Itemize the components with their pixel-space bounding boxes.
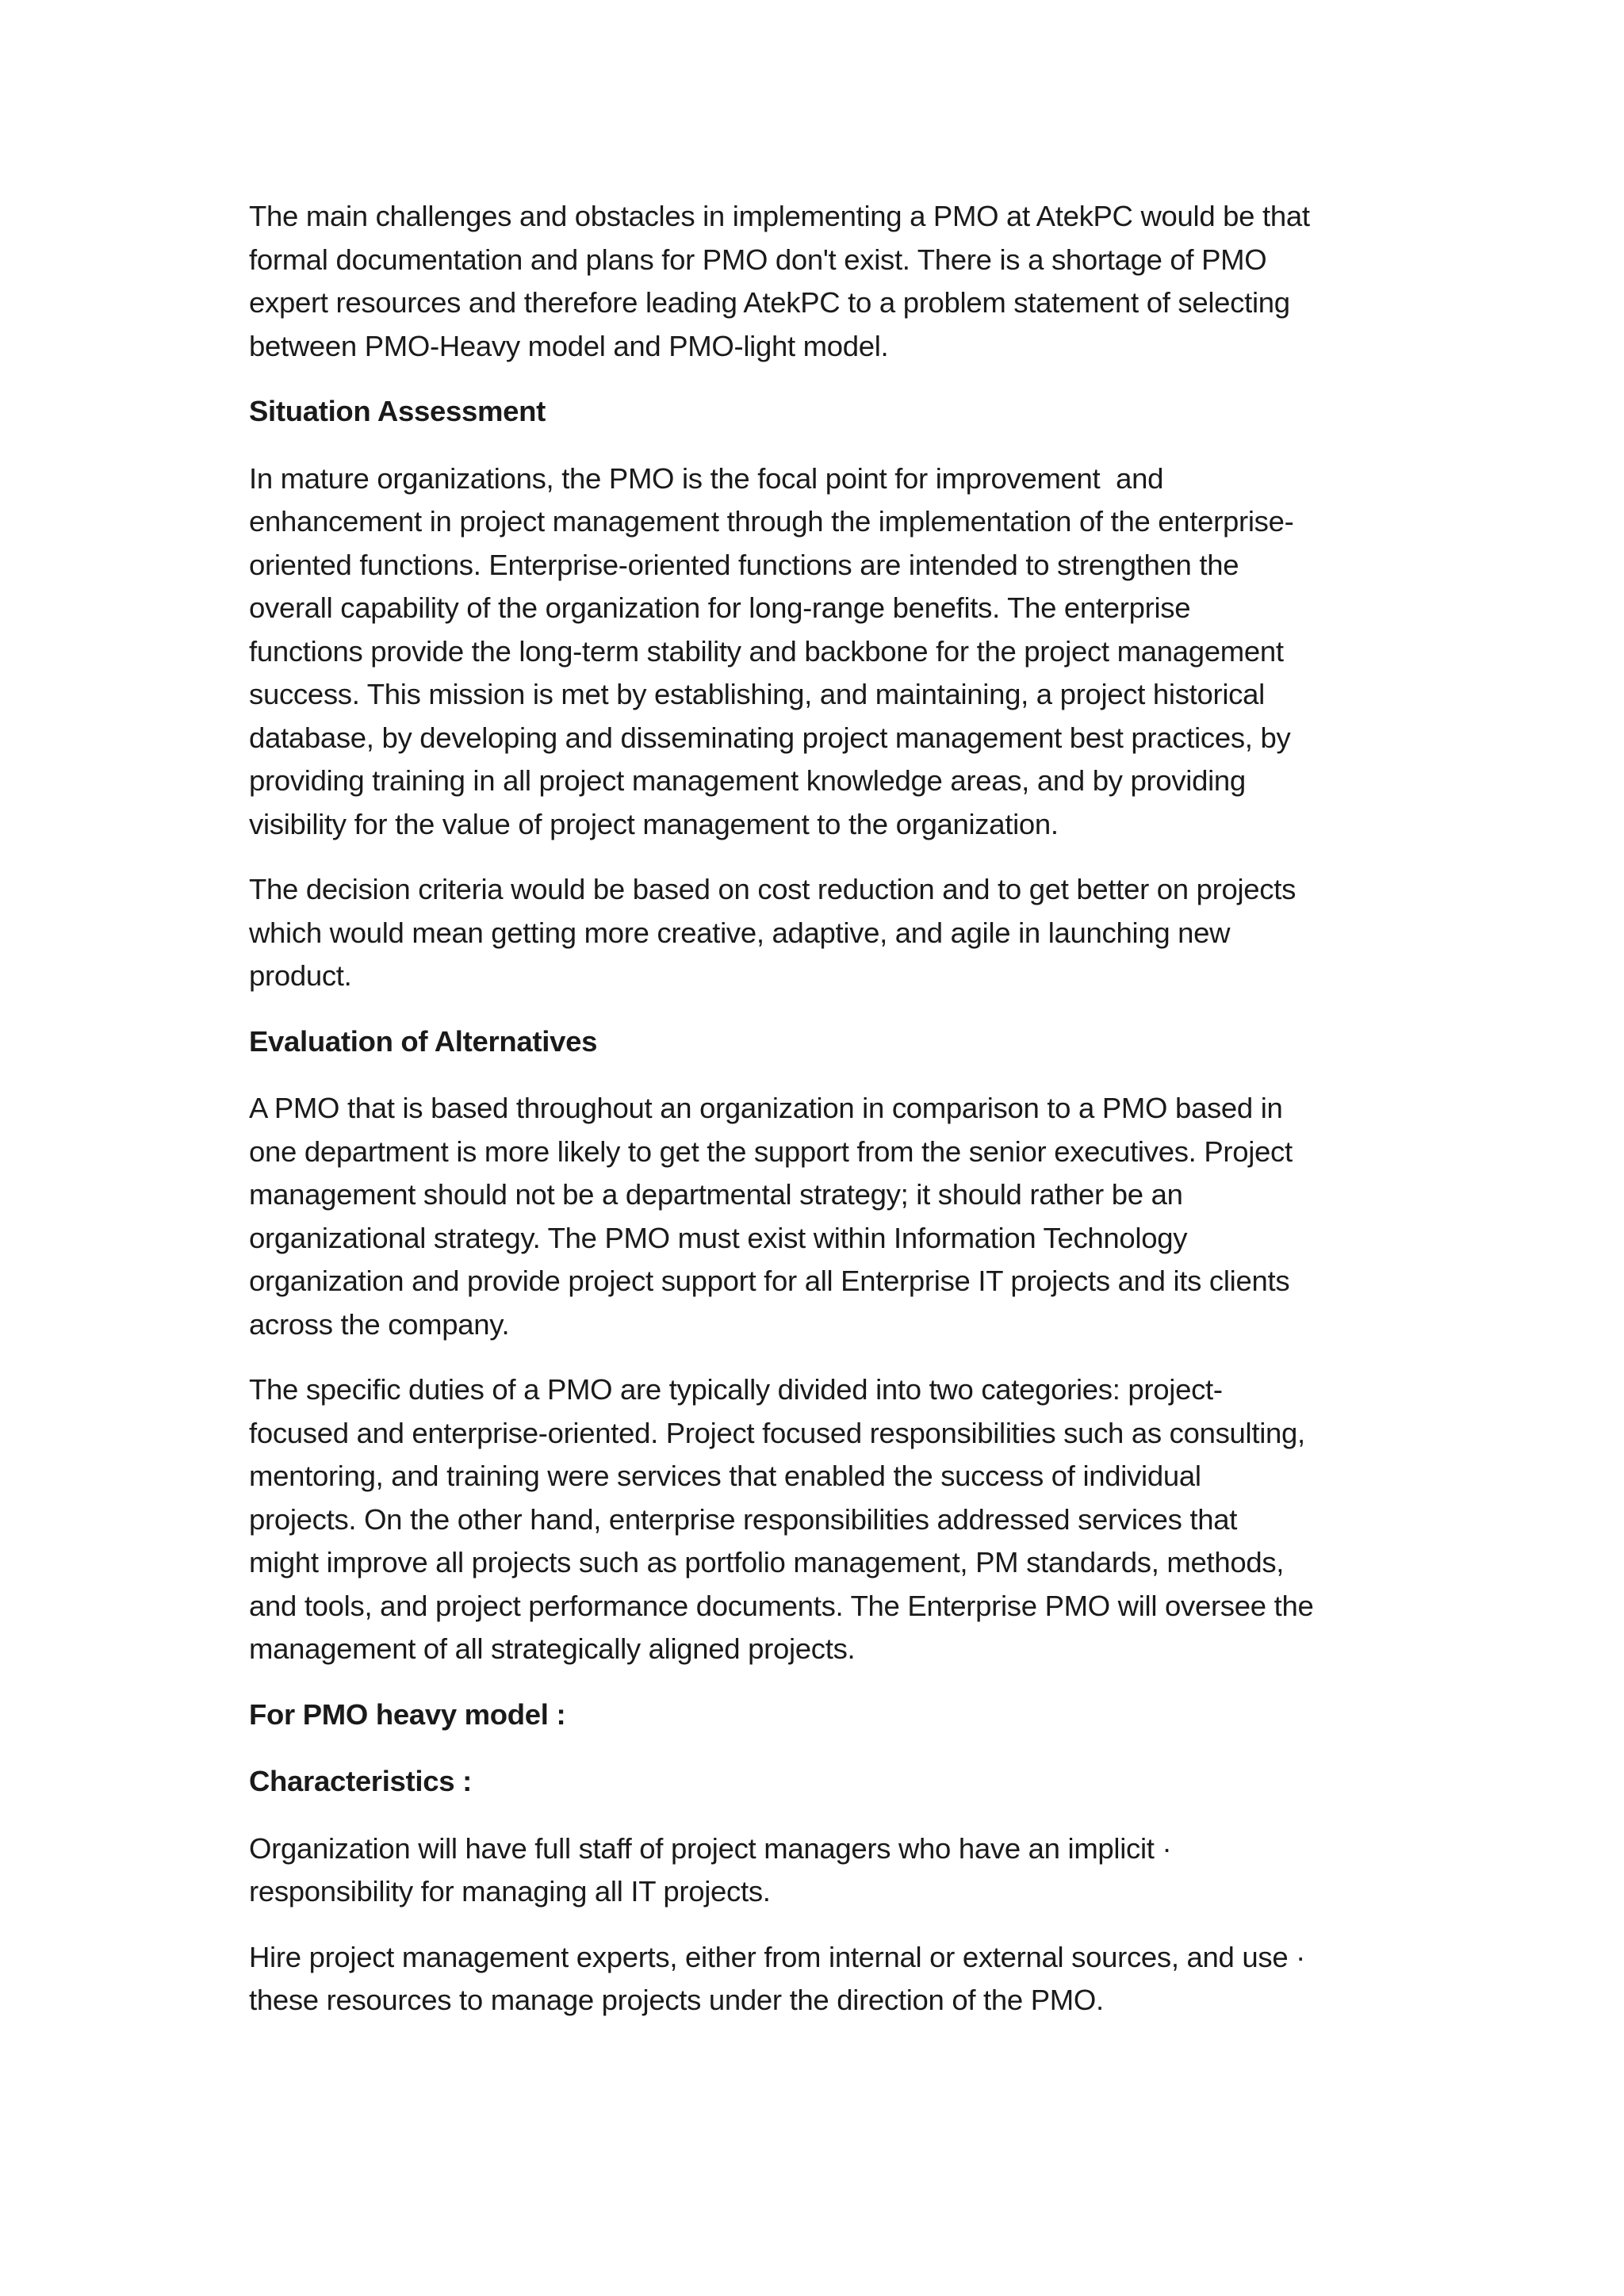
text-line: focused and enterprise-oriented. Project focused responsibilities such as consulting, — [249, 1416, 1305, 1449]
paragraph-challenges — [249, 195, 1399, 368]
paragraph-mature-organizations — [249, 457, 1399, 847]
text-line: between PMO-Heavy model and PMO-light model. — [249, 329, 889, 362]
text-line: visibility for the value of project management to the organization. — [249, 807, 1059, 840]
text-line: In mature organizations, the PMO is the focal point for improvement and — [249, 461, 1164, 495]
heading-situation-assessment: Situation Assessment — [249, 395, 546, 427]
text-line: one department is more likely to get the support from the senior executives. Project — [249, 1135, 1293, 1168]
text-line: these resources to manage projects under the direction of the PMO. — [249, 1984, 1104, 2016]
text-line: which would mean getting more creative, adaptive, and agile in launching new — [249, 916, 1231, 949]
paragraph-full-staff — [249, 1827, 1399, 1914]
paragraph-hire-experts — [249, 1936, 1399, 2022]
text-line: A PMO that is based throughout an organization in comparison to a PMO based in — [249, 1092, 1283, 1124]
text-line: Hire project management experts, either from internal or external sources, and use · — [249, 1940, 1306, 1973]
text-line: across the company. — [249, 1307, 510, 1341]
text-line: providing training in all project management knowledge areas, and by providing — [249, 764, 1246, 797]
heading-characteristics: Characteristics : — [249, 1765, 472, 1797]
text-line: The specific duties of a PMO are typically divided into two categories: project- — [249, 1373, 1223, 1406]
text-line: The decision criteria would be based on cost reduction and to get better on projects — [249, 873, 1297, 905]
text-line: management of all strategically aligned projects. — [249, 1632, 856, 1665]
heading-evaluation-of-alternatives: Evaluation of Alternatives — [249, 1024, 598, 1058]
text-line: formal documentation and plans for PMO don't exist. There is a shortage of PMO — [249, 243, 1267, 276]
text-line: expert resources and therefore leading AtekPC to a problem statement of selecting — [249, 286, 1290, 319]
text-line: functions provide the long-term stability and backbone for the project management — [249, 634, 1284, 668]
text-line: projects. On the other hand, enterprise responsibilities addressed services that — [249, 1502, 1238, 1536]
text-line: database, by developing and disseminating project management best practices, by — [249, 721, 1291, 754]
text-line: overall capability of the organization for long-range benefits. The enterprise — [249, 591, 1191, 624]
text-line: management should not be a departmental strategy; it should rather be an — [249, 1178, 1183, 1211]
text-line: organizational strategy. The PMO must exist within Information Technology — [249, 1221, 1188, 1254]
text-line: responsibility for managing all IT projects. — [249, 1875, 771, 1908]
paragraph-decision-criteria — [249, 868, 1399, 998]
text-line: mentoring, and training were services that enabled the success of individual — [249, 1460, 1201, 1492]
heading-pmo-heavy-model: For PMO heavy model : — [249, 1697, 566, 1731]
paragraph-specific-duties — [249, 1368, 1399, 1671]
text-line: enhancement in project management through the implementation of the enterprise- — [249, 505, 1294, 538]
text-line: Organization will have full staff of project managers who have an implicit · — [249, 1831, 1172, 1865]
text-line: product. — [249, 959, 352, 992]
text-line: and tools, and project performance documents. The Enterprise PMO will oversee the — [249, 1589, 1314, 1622]
text-line: might improve all projects such as portfolio management, PM standards, methods, — [249, 1546, 1285, 1578]
text-line: success. This mission is met by establishing, and maintaining, a project historical — [249, 678, 1265, 710]
text-line: The main challenges and obstacles in implementing a PMO at AtekPC would be that — [249, 200, 1310, 232]
paragraph-pmo-throughout-organization — [249, 1087, 1399, 1346]
text-line: oriented functions. Enterprise-oriented functions are intended to strengthen the — [249, 548, 1239, 581]
document-body — [249, 195, 1399, 2045]
text-line: organization and provide project support for all Enterprise IT projects and its clients — [249, 1265, 1290, 1297]
